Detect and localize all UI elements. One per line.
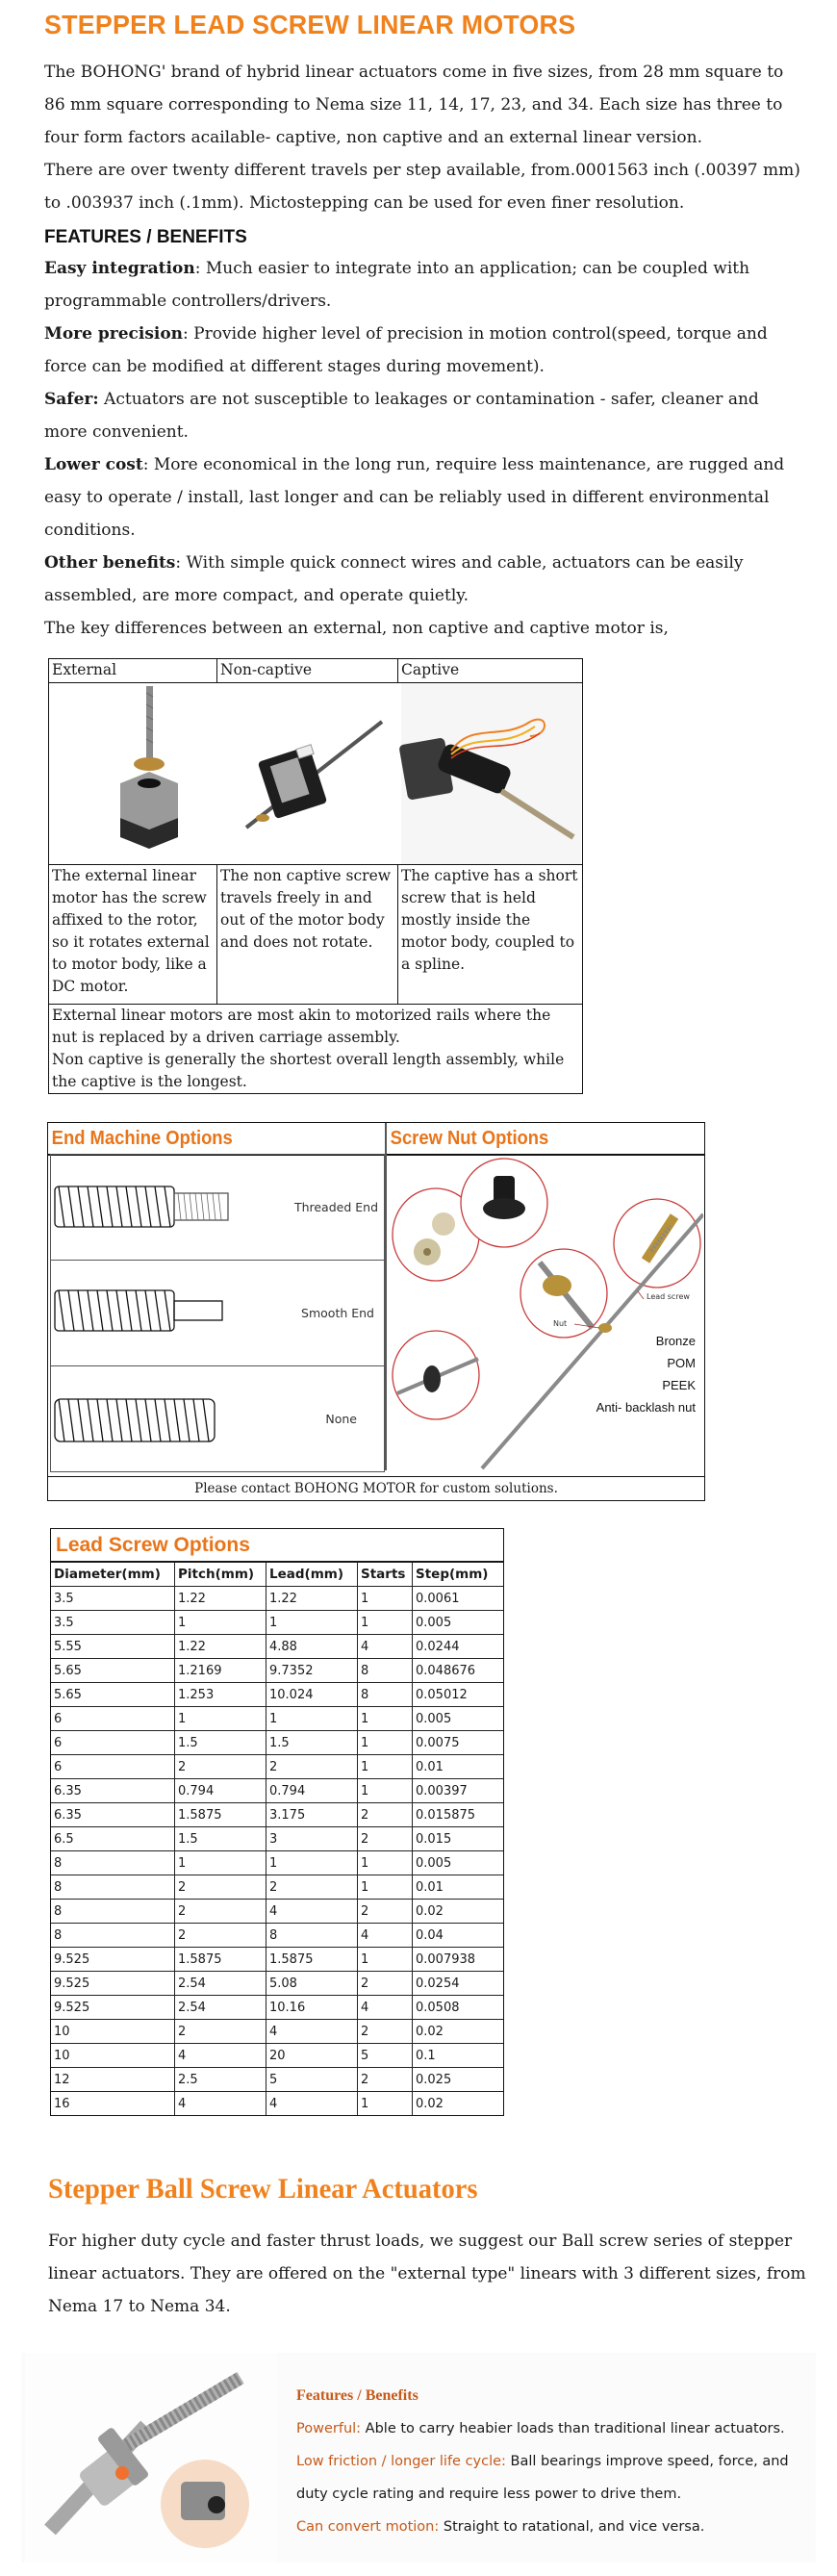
- ball-screw-intro: For higher duty cycle and faster thrust loads, we suggest our Ball screw series of stepper linear actuators. They are offered on the "external type" linears with 3 different sizes, from Nema 17 to Nema 34.: [48, 2232, 806, 2316]
- no-end-icon: [51, 1366, 292, 1473]
- lead-screw-table: [50, 1528, 504, 2116]
- table-row: [51, 1851, 503, 1875]
- table-cell: 0.005: [413, 1611, 504, 1635]
- table-cell: 2: [358, 1803, 413, 1827]
- table-cell: 8: [358, 1683, 413, 1707]
- table-cell: 6.5: [51, 1827, 175, 1851]
- table-cell: 1: [266, 1611, 358, 1635]
- table-cell: 5.55: [51, 1635, 175, 1659]
- table-cell: 2.5: [175, 2068, 266, 2092]
- table-cell: 2: [175, 1924, 266, 1948]
- table-cell: 0.0075: [413, 1731, 504, 1755]
- table-cell: 1: [358, 1731, 413, 1755]
- feature-lower-cost: [44, 448, 804, 547]
- table-cell: 1: [175, 1851, 266, 1875]
- table-cell: 4.88: [266, 1635, 358, 1659]
- comparison-footer-line-1: External linear motors are most akin to motorized rails where the nut is replaced by a driven carriage assembly.: [52, 1007, 551, 1046]
- table-cell: 1: [358, 2092, 413, 2116]
- header-captive: Captive: [401, 661, 460, 678]
- non-captive-motor-image: [246, 722, 382, 828]
- threaded-end-icon: [51, 1155, 292, 1262]
- table-cell: 4: [266, 2092, 358, 2116]
- comparison-header-row: [49, 659, 582, 683]
- table-row: [51, 1683, 503, 1707]
- external-motor-image: [120, 686, 178, 849]
- table-cell: 3: [266, 1827, 358, 1851]
- options-panel: [47, 1122, 705, 1501]
- feature-label: Other benefits: [44, 553, 176, 573]
- header-external: External: [49, 659, 217, 682]
- table-cell: 4: [358, 1924, 413, 1948]
- table-cell: 4: [266, 1900, 358, 1924]
- ball-screw-features: [296, 2380, 816, 2543]
- table-row: [51, 1731, 503, 1755]
- end-option-smooth: [50, 1260, 385, 1366]
- table-cell: 4: [175, 2044, 266, 2068]
- column-header: Pitch(mm): [175, 1563, 266, 1587]
- feature-safer: [44, 383, 804, 448]
- table-cell: 5.65: [51, 1683, 175, 1707]
- table-row: [51, 2068, 503, 2092]
- table-cell: 1.5: [266, 1731, 358, 1755]
- table-cell: 2: [175, 1755, 266, 1779]
- table-row: [51, 2020, 503, 2044]
- table-cell: 6.35: [51, 1803, 175, 1827]
- material-bronze: Bronze: [655, 1334, 696, 1348]
- table-cell: 1.5875: [266, 1948, 358, 1972]
- table-row: [51, 1659, 503, 1683]
- table-cell: 6: [51, 1707, 175, 1731]
- header-non-captive: Non-captive: [217, 659, 398, 682]
- table-cell: 1.22: [175, 1635, 266, 1659]
- table-cell: 0.0254: [413, 1972, 504, 1996]
- table-row: [51, 1611, 503, 1635]
- table-cell: 9.7352: [266, 1659, 358, 1683]
- intro-paragraph-1: The BOHONG' brand of hybrid linear actuators come in five sizes, from 28 mm square to 86 mm square corresponding to Nema size 11, 14, 17, 23, and 34. Each size has three to four form factors acailable- captive, non captive and an external linear version.: [44, 63, 784, 147]
- table-cell: 1: [358, 1948, 413, 1972]
- feature-other-benefits: [44, 547, 804, 612]
- smooth-end-icon: [51, 1261, 292, 1367]
- table-cell: 1.5: [175, 1731, 266, 1755]
- ball-screw-photo: [21, 2353, 281, 2563]
- nut-label: Nut: [553, 1319, 568, 1328]
- table-cell: 0.02: [413, 1900, 504, 1924]
- table-cell: 0.025: [413, 2068, 504, 2092]
- ball-screw-feature-panel: [21, 2353, 816, 2563]
- feature-text: Actuators are not susceptible to leakages or contamination - safer, cleaner and more convenient.: [44, 390, 759, 442]
- table-cell: 2.54: [175, 1972, 266, 1996]
- table-cell: 2: [175, 1900, 266, 1924]
- table-row: [51, 1755, 503, 1779]
- feature-label: Safer:: [44, 390, 99, 409]
- table-row: [51, 1996, 503, 2020]
- ball-feature-low-friction: [296, 2445, 816, 2511]
- table-cell: 2: [358, 1972, 413, 1996]
- table-cell: 1: [358, 1851, 413, 1875]
- table-cell: 1: [358, 1875, 413, 1900]
- material-anti-backlash: Anti- backlash nut: [596, 1400, 696, 1415]
- lead-screw-label: Lead screw: [647, 1292, 690, 1301]
- lead-screw-data-table: [51, 1562, 503, 2115]
- table-cell: 0.02: [413, 2092, 504, 2116]
- table-cell: 0.01: [413, 1875, 504, 1900]
- table-cell: 0.00397: [413, 1779, 504, 1803]
- screw-nut-options-heading: Screw Nut Options: [390, 1128, 549, 1149]
- table-cell: 0.0061: [413, 1587, 504, 1611]
- end-option-label: Smooth End: [301, 1306, 374, 1320]
- table-cell: 2: [175, 2020, 266, 2044]
- table-row: [51, 1924, 503, 1948]
- table-cell: 0.05012: [413, 1683, 504, 1707]
- table-cell: 9.525: [51, 1948, 175, 1972]
- table-row: [51, 2092, 503, 2116]
- table-cell: 2: [358, 2068, 413, 2092]
- table-cell: 0.048676: [413, 1659, 504, 1683]
- description-non-captive: The non captive screw travels freely in and out of the motor body and does not rotate.: [217, 865, 398, 1004]
- table-cell: 0.794: [175, 1779, 266, 1803]
- table-cell: 5: [358, 2044, 413, 2068]
- comparison-images-row: [49, 683, 582, 865]
- table-cell: 0.794: [266, 1779, 358, 1803]
- table-cell: 1.22: [266, 1587, 358, 1611]
- end-option-label: Threaded End: [293, 1200, 378, 1214]
- table-cell: 1.5875: [175, 1803, 266, 1827]
- table-cell: 8: [51, 1851, 175, 1875]
- end-machine-options: [50, 1155, 385, 1472]
- material-pom: POM: [667, 1356, 696, 1370]
- intro-paragraph-2: There are over twenty different travels per step available, from.0001563 inch (.00397 mm) to .003937 inch (.1mm). Mictostepping can be used for even finer resolution.: [44, 161, 800, 213]
- table-cell: 2: [358, 2020, 413, 2044]
- comparison-description-row: [49, 865, 582, 1005]
- table-row: [51, 1779, 503, 1803]
- page-title: STEPPER LEAD SCREW LINEAR MOTORS: [44, 10, 576, 39]
- table-cell: 2: [175, 1875, 266, 1900]
- feature-text: : More economical in the long run, require less maintenance, are rugged and easy to operate / install, last longer and can be reliably used in different environmental conditions.: [44, 455, 785, 540]
- table-cell: 16: [51, 2092, 175, 2116]
- feature-label: Lower cost: [44, 455, 143, 474]
- lead-screw-table-body: [51, 1587, 503, 2116]
- table-cell: 10: [51, 2044, 175, 2068]
- table-row: [51, 1900, 503, 1924]
- table-cell: 9.525: [51, 1996, 175, 2020]
- description-captive: The captive has a short screw that is held mostly inside the motor body, coupled to a spline.: [401, 867, 578, 973]
- table-cell: 3.5: [51, 1611, 175, 1635]
- captive-motor-image: [398, 683, 581, 864]
- table-cell: 1: [358, 1587, 413, 1611]
- table-cell: 1: [358, 1779, 413, 1803]
- table-cell: 1: [175, 1611, 266, 1635]
- feature-text: : With simple quick connect wires and cable, actuators can be easily assembled, are more compact, and operate quietly.: [44, 553, 744, 605]
- column-header: Diameter(mm): [51, 1563, 175, 1587]
- feature-label: Powerful:: [296, 2421, 362, 2436]
- table-cell: 0.005: [413, 1707, 504, 1731]
- table-cell: 8: [266, 1924, 358, 1948]
- table-cell: 1: [266, 1851, 358, 1875]
- table-row: [51, 2044, 503, 2068]
- table-cell: 0.0244: [413, 1635, 504, 1659]
- table-cell: 5.65: [51, 1659, 175, 1683]
- comparison-table: [48, 658, 583, 1094]
- table-cell: 1: [358, 1755, 413, 1779]
- column-header: Lead(mm): [266, 1563, 358, 1587]
- table-cell: 3.175: [266, 1803, 358, 1827]
- table-cell: 1.5: [175, 1827, 266, 1851]
- table-cell: 20: [266, 2044, 358, 2068]
- table-row: [51, 1827, 503, 1851]
- screw-nut-options: [386, 1155, 703, 1470]
- feature-text: Able to carry heabier loads than traditional linear actuators.: [361, 2421, 785, 2436]
- table-cell: 10: [51, 2020, 175, 2044]
- table-cell: 0.04: [413, 1924, 504, 1948]
- ball-screw-heading: Stepper Ball Screw Linear Actuators: [48, 2173, 478, 2205]
- table-cell: 0.01: [413, 1755, 504, 1779]
- table-row: [51, 1707, 503, 1731]
- table-cell: 5: [266, 2068, 358, 2092]
- feature-label: Easy integration: [44, 259, 195, 278]
- table-cell: 2: [266, 1755, 358, 1779]
- table-cell: 12: [51, 2068, 175, 2092]
- ball-feature-convert-motion: [296, 2511, 816, 2543]
- table-cell: 1.253: [175, 1683, 266, 1707]
- table-cell: 6: [51, 1731, 175, 1755]
- custom-solutions-note: Please contact BOHONG MOTOR for custom solutions.: [48, 1476, 704, 1500]
- end-option-label: None: [325, 1412, 357, 1426]
- table-cell: 5.08: [266, 1972, 358, 1996]
- table-cell: 0.007938: [413, 1948, 504, 1972]
- table-row: [51, 1875, 503, 1900]
- table-cell: 6: [51, 1755, 175, 1779]
- table-cell: 0.015: [413, 1827, 504, 1851]
- table-cell: 2: [358, 1900, 413, 1924]
- table-cell: 1.5875: [175, 1948, 266, 1972]
- table-cell: 0.015875: [413, 1803, 504, 1827]
- material-peek: PEEK: [662, 1378, 696, 1392]
- table-row: [51, 1972, 503, 1996]
- motor-photos: [49, 683, 581, 864]
- end-option-threaded: [50, 1154, 385, 1261]
- column-header: Step(mm): [413, 1563, 504, 1587]
- table-row: [51, 1587, 503, 1611]
- table-cell: 1.2169: [175, 1659, 266, 1683]
- nut-materials-list: [596, 1330, 696, 1418]
- feature-text: Ball bearings improve speed, force, and duty cycle rating and require less power to drive them.: [296, 2454, 789, 2502]
- table-cell: 8: [51, 1875, 175, 1900]
- table-cell: 10.024: [266, 1683, 358, 1707]
- end-machine-options-heading: End Machine Options: [51, 1128, 233, 1149]
- table-cell: 0.0508: [413, 1996, 504, 2020]
- table-cell: 10.16: [266, 1996, 358, 2020]
- feature-easy-integration: [44, 252, 804, 318]
- table-cell: 2: [266, 1875, 358, 1900]
- table-cell: 2: [358, 1827, 413, 1851]
- table-cell: 8: [51, 1900, 175, 1924]
- table-cell: 1: [358, 1611, 413, 1635]
- comparison-footer-line-2: Non captive is generally the shortest overall length assembly, while the captive is the longest.: [52, 1051, 565, 1090]
- table-row: [51, 1803, 503, 1827]
- table-row: [51, 1948, 503, 1972]
- feature-text: Straight to ratational, and vice versa.: [439, 2519, 705, 2535]
- table-cell: 4: [358, 1996, 413, 2020]
- table-cell: 4: [358, 1635, 413, 1659]
- table-cell: 4: [175, 2092, 266, 2116]
- ball-feature-powerful: [296, 2412, 816, 2445]
- feature-label: Low friction / longer life cycle:: [296, 2454, 506, 2469]
- table-cell: 4: [266, 2020, 358, 2044]
- comparison-footer: [49, 1005, 582, 1093]
- column-header: Starts: [358, 1563, 413, 1587]
- lead-screw-title: Lead Screw Options: [51, 1529, 503, 1562]
- table-cell: 0.1: [413, 2044, 504, 2068]
- table-row: [51, 1635, 503, 1659]
- feature-more-precision: [44, 318, 804, 383]
- table-cell: 2.54: [175, 1996, 266, 2020]
- table-cell: 8: [51, 1924, 175, 1948]
- feature-text: : Much easier to integrate into an application; can be coupled with programmable controllers/drivers.: [44, 259, 750, 311]
- ball-screw-features-heading: Features / Benefits: [296, 2387, 418, 2404]
- table-cell: 6.35: [51, 1779, 175, 1803]
- table-cell: 1.22: [175, 1587, 266, 1611]
- table-cell: 8: [358, 1659, 413, 1683]
- table-cell: 3.5: [51, 1587, 175, 1611]
- table-cell: 0.005: [413, 1851, 504, 1875]
- key-differences-text: The key differences between an external, non captive and captive motor is,: [44, 619, 669, 638]
- feature-text: : Provide higher level of precision in motion control(speed, torque and force can be modified at different stages during movement).: [44, 324, 768, 376]
- table-header-row: [51, 1563, 503, 1587]
- table-cell: 1: [358, 1707, 413, 1731]
- end-option-none: [50, 1365, 385, 1472]
- table-cell: 9.525: [51, 1972, 175, 1996]
- description-external: The external linear motor has the screw affixed to the rotor, so it rotates external to motor body, like a DC motor.: [49, 865, 217, 1004]
- feature-label: More precision: [44, 324, 184, 344]
- screw-nut-photos: [386, 1155, 703, 1470]
- table-cell: 1: [175, 1707, 266, 1731]
- feature-label: Can convert motion:: [296, 2519, 440, 2535]
- features-heading: FEATURES / BENEFITS: [44, 227, 247, 247]
- table-cell: 1: [266, 1707, 358, 1731]
- table-cell: 0.02: [413, 2020, 504, 2044]
